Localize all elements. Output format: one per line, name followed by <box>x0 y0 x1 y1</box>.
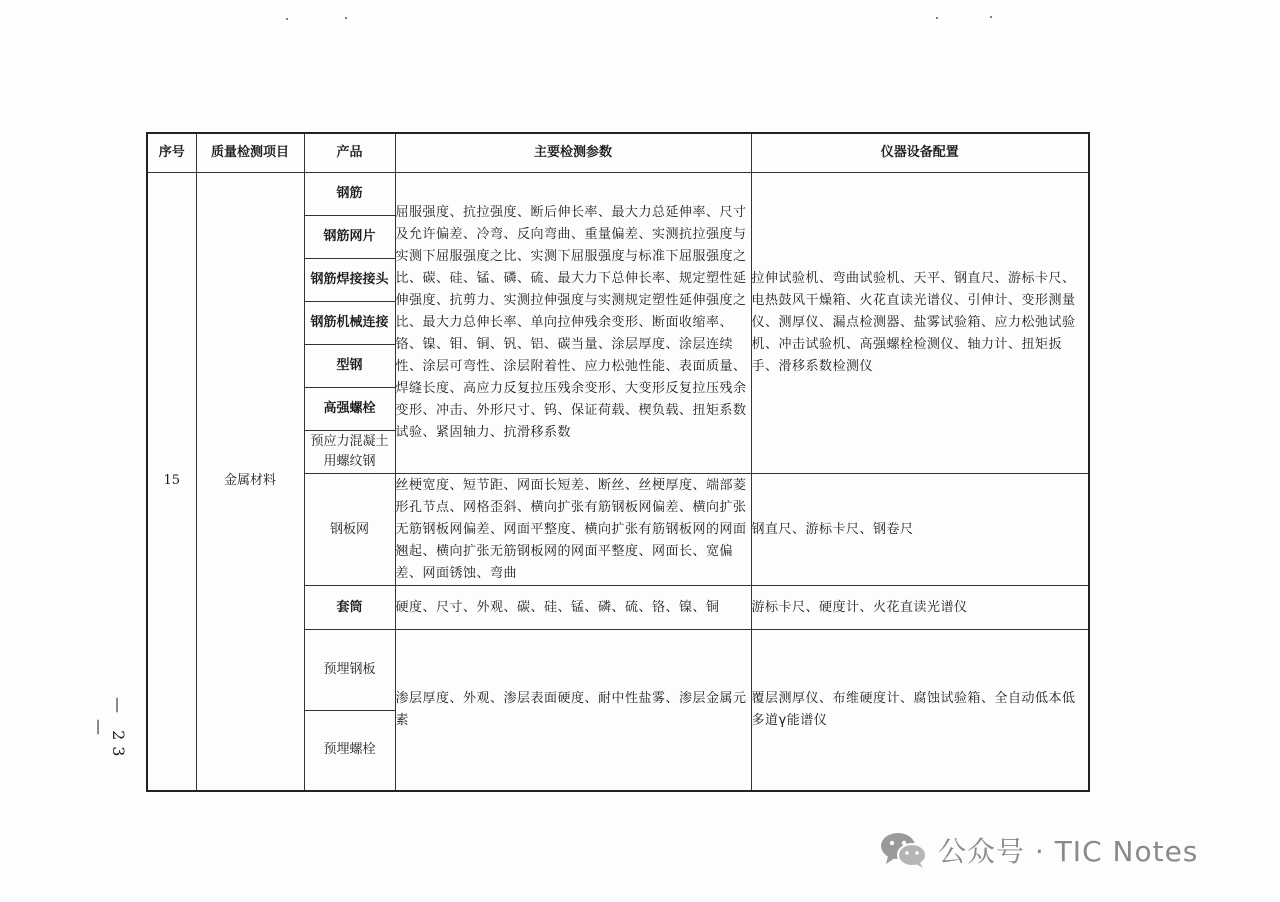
product-cell: 钢筋网片 <box>304 216 395 259</box>
params-cell: 渗层厚度、外观、渗层表面硬度、耐中性盐雾、渗层金属元素 <box>395 630 751 791</box>
params-cell: 丝梗宽度、短节距、网面长短差、断丝、丝梗厚度、端部菱形孔节点、网格歪斜、横向扩张有筋钢板网偏差、横向扩张无筋钢板网偏差、网面平整度、横向扩张有筋钢板网的网面翘起、横向扩张无筋钢板网的网面平整度、网面长、宽偏差、网面锈蚀、弯曲 <box>395 474 751 586</box>
params-cell: 屈服强度、抗拉强度、断后伸长率、最大力总延伸率、尺寸及允许偏差、冷弯、反向弯曲、重量偏差、实测抗拉强度与实测下屈服强度之比、实测下屈服强度与标准下屈服强度之比、碳、硅、锰、磷、硫、最大力下总伸长率、规定塑性延伸强度、抗剪力、实测拉伸强度与实测规定塑性延伸强度之比、最大力总伸长率、单向拉伸残余变形、断面收缩率、铬、镍、钼、铜、钒、铝、碳当量、涂层厚度、涂层连续性、涂层可弯性、涂层附着性、应力松弛性能、表面质量、焊缝长度、高应力反复拉压残余变形、大变形反复拉压残余变形、冲击、外形尺寸、钨、保证荷载、楔负载、扭矩系数试验、紧固轴力、抗滑移系数 <box>395 173 751 474</box>
scan-speck <box>345 17 347 19</box>
page-number: — 23 — <box>90 697 128 763</box>
scan-speck <box>990 16 992 18</box>
product-cell: 预应力混凝土用螺纹钢 <box>304 431 395 474</box>
params-cell: 硬度、尺寸、外观、碳、硅、锰、磷、硫、铬、镍、铜 <box>395 586 751 630</box>
product-cell: 钢筋机械连接 <box>304 302 395 345</box>
product-cell: 预埋螺栓 <box>304 711 395 791</box>
header-category: 质量检测项目 <box>196 133 304 173</box>
header-params: 主要检测参数 <box>395 133 751 173</box>
scan-speck <box>936 17 938 19</box>
equipment-cell: 覆层测厚仪、布维硬度计、腐蚀试验箱、全自动低本低多道γ能谱仪 <box>751 630 1089 791</box>
equipment-cell: 游标卡尺、硬度计、火花直读光谱仪 <box>751 586 1089 630</box>
product-cell: 高强螺栓 <box>304 388 395 431</box>
serial-cell: 15 <box>147 173 196 791</box>
table-header-row <box>147 133 1089 173</box>
header-equipment: 仪器设备配置 <box>751 133 1089 173</box>
product-cell: 钢筋焊接接头 <box>304 259 395 302</box>
header-serial: 序号 <box>147 133 196 173</box>
category-cell: 金属材料 <box>196 173 304 791</box>
product-cell: 钢筋 <box>304 173 395 216</box>
product-cell: 套筒 <box>304 586 395 630</box>
product-cell: 预埋钢板 <box>304 630 395 711</box>
inspection-table <box>146 132 1090 792</box>
product-cell: 钢板网 <box>304 474 395 586</box>
wechat-icon <box>880 831 928 869</box>
watermark <box>880 830 1198 870</box>
header-product: 产品 <box>304 133 395 173</box>
equipment-cell: 钢直尺、游标卡尺、钢卷尺 <box>751 474 1089 586</box>
equipment-cell: 拉伸试验机、弯曲试验机、天平、钢直尺、游标卡尺、电热鼓风干燥箱、火花直读光谱仪、引伸计、变形测量仪、测厚仪、漏点检测器、盐雾试验箱、应力松弛试验机、冲击试验机、高强螺栓检测仪、轴力计、扭矩扳手、滑移系数检测仪 <box>751 173 1089 474</box>
scan-speck <box>286 18 288 20</box>
table-row <box>147 173 1089 216</box>
watermark-text: 公众号 · TIC Notes <box>938 835 1199 868</box>
product-cell: 型钢 <box>304 345 395 388</box>
